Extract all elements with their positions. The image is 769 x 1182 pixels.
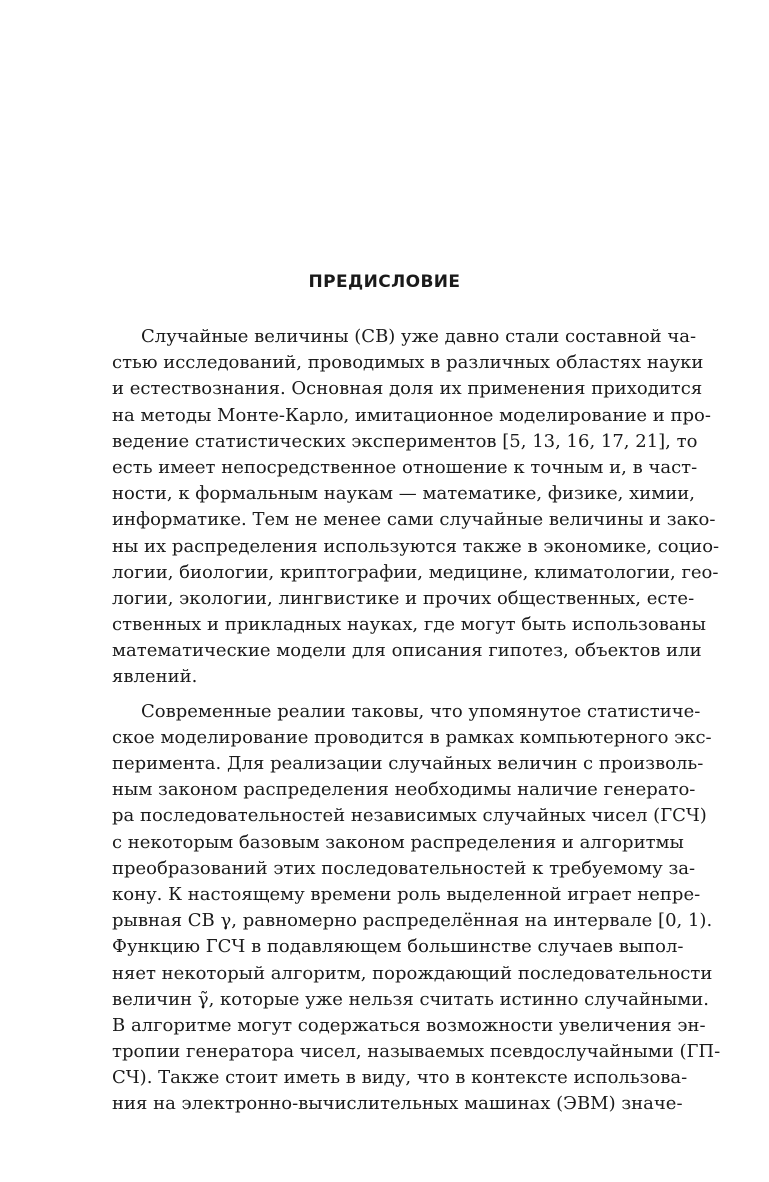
text-line: СЧ). Также стоит иметь в виду, что в контексте использова-	[112, 1067, 688, 1089]
text-line: ния на электронно-вычислительных машинах (ЭВМ) значе-	[112, 1093, 683, 1115]
text-line: с некоторым базовым законом распределения и алгоритмы	[112, 831, 684, 853]
text-line: няет некоторый алгоритм, порождающий последовательности	[112, 962, 713, 984]
paragraph-1	[112, 324, 720, 691]
text-line: математические модели для описания гипотез, объектов или	[112, 640, 702, 662]
chapter-heading: ПРЕДИСЛОВИЕ	[308, 272, 461, 292]
text-line: ным законом распределения необходимы наличие генерато-	[112, 779, 696, 801]
text-line: величин γ̃, которые уже нельзя считать истинно случайными.	[112, 988, 709, 1010]
text-line: логии, экологии, лингвистике и прочих общественных, есте-	[112, 587, 695, 609]
text-line: Современные реалии таковы, что упомянутое статистиче-	[141, 700, 701, 722]
text-line: Случайные величины (СВ) уже давно стали составной ча-	[141, 326, 697, 347]
text-line: ственных и прикладных науках, где могут быть использованы	[112, 614, 706, 636]
text-line: стью исследований, проводимых в различных областях науки	[112, 352, 704, 374]
text-line: преобразований этих последовательностей к требуемому за-	[112, 857, 696, 879]
text-line: ское моделирование проводится в рамках компьютерного экс-	[112, 726, 712, 748]
text-line: рывная СВ γ, равномерно распределённая на интервале [0, 1).	[112, 910, 713, 932]
paragraph-2	[112, 699, 721, 1118]
text-line: информатике. Тем не менее сами случайные величины и зако-	[112, 509, 716, 531]
text-line: ведение статистических экспериментов [5, 13, 16, 17, 21], то	[112, 430, 698, 452]
text-line: В алгоритме могут содержаться возможности увеличения эн-	[112, 1014, 706, 1036]
text-line: Функцию ГСЧ в подавляющем большинстве случаев выпол-	[112, 936, 684, 958]
text-line: логии, биологии, криптографии, медицине, климатологии, гео-	[112, 561, 719, 583]
body-text	[112, 324, 721, 1126]
text-line: ности, к формальным наукам — математике, физике, химии,	[112, 483, 695, 505]
text-line: ны их распределения используются также в экономике, социо-	[112, 535, 720, 557]
text-line: перимента. Для реализации случайных величин с произволь-	[112, 753, 704, 774]
text-line: ра последовательностей независимых случайных чисел (ГСЧ)	[112, 805, 707, 827]
text-line: явлений.	[112, 666, 198, 688]
text-line: и естествознания. Основная доля их применения приходится	[112, 378, 703, 400]
text-line: есть имеет непосредственное отношение к точным и, в част-	[112, 456, 698, 478]
text-line: кону. К настоящему времени роль выделенной играет непре-	[112, 883, 701, 905]
text-line: на методы Монте-Карло, имитационное моделирование и про-	[112, 404, 711, 426]
text-line: тропии генератора чисел, называемых псевдослучайными (ГП-	[112, 1041, 721, 1063]
